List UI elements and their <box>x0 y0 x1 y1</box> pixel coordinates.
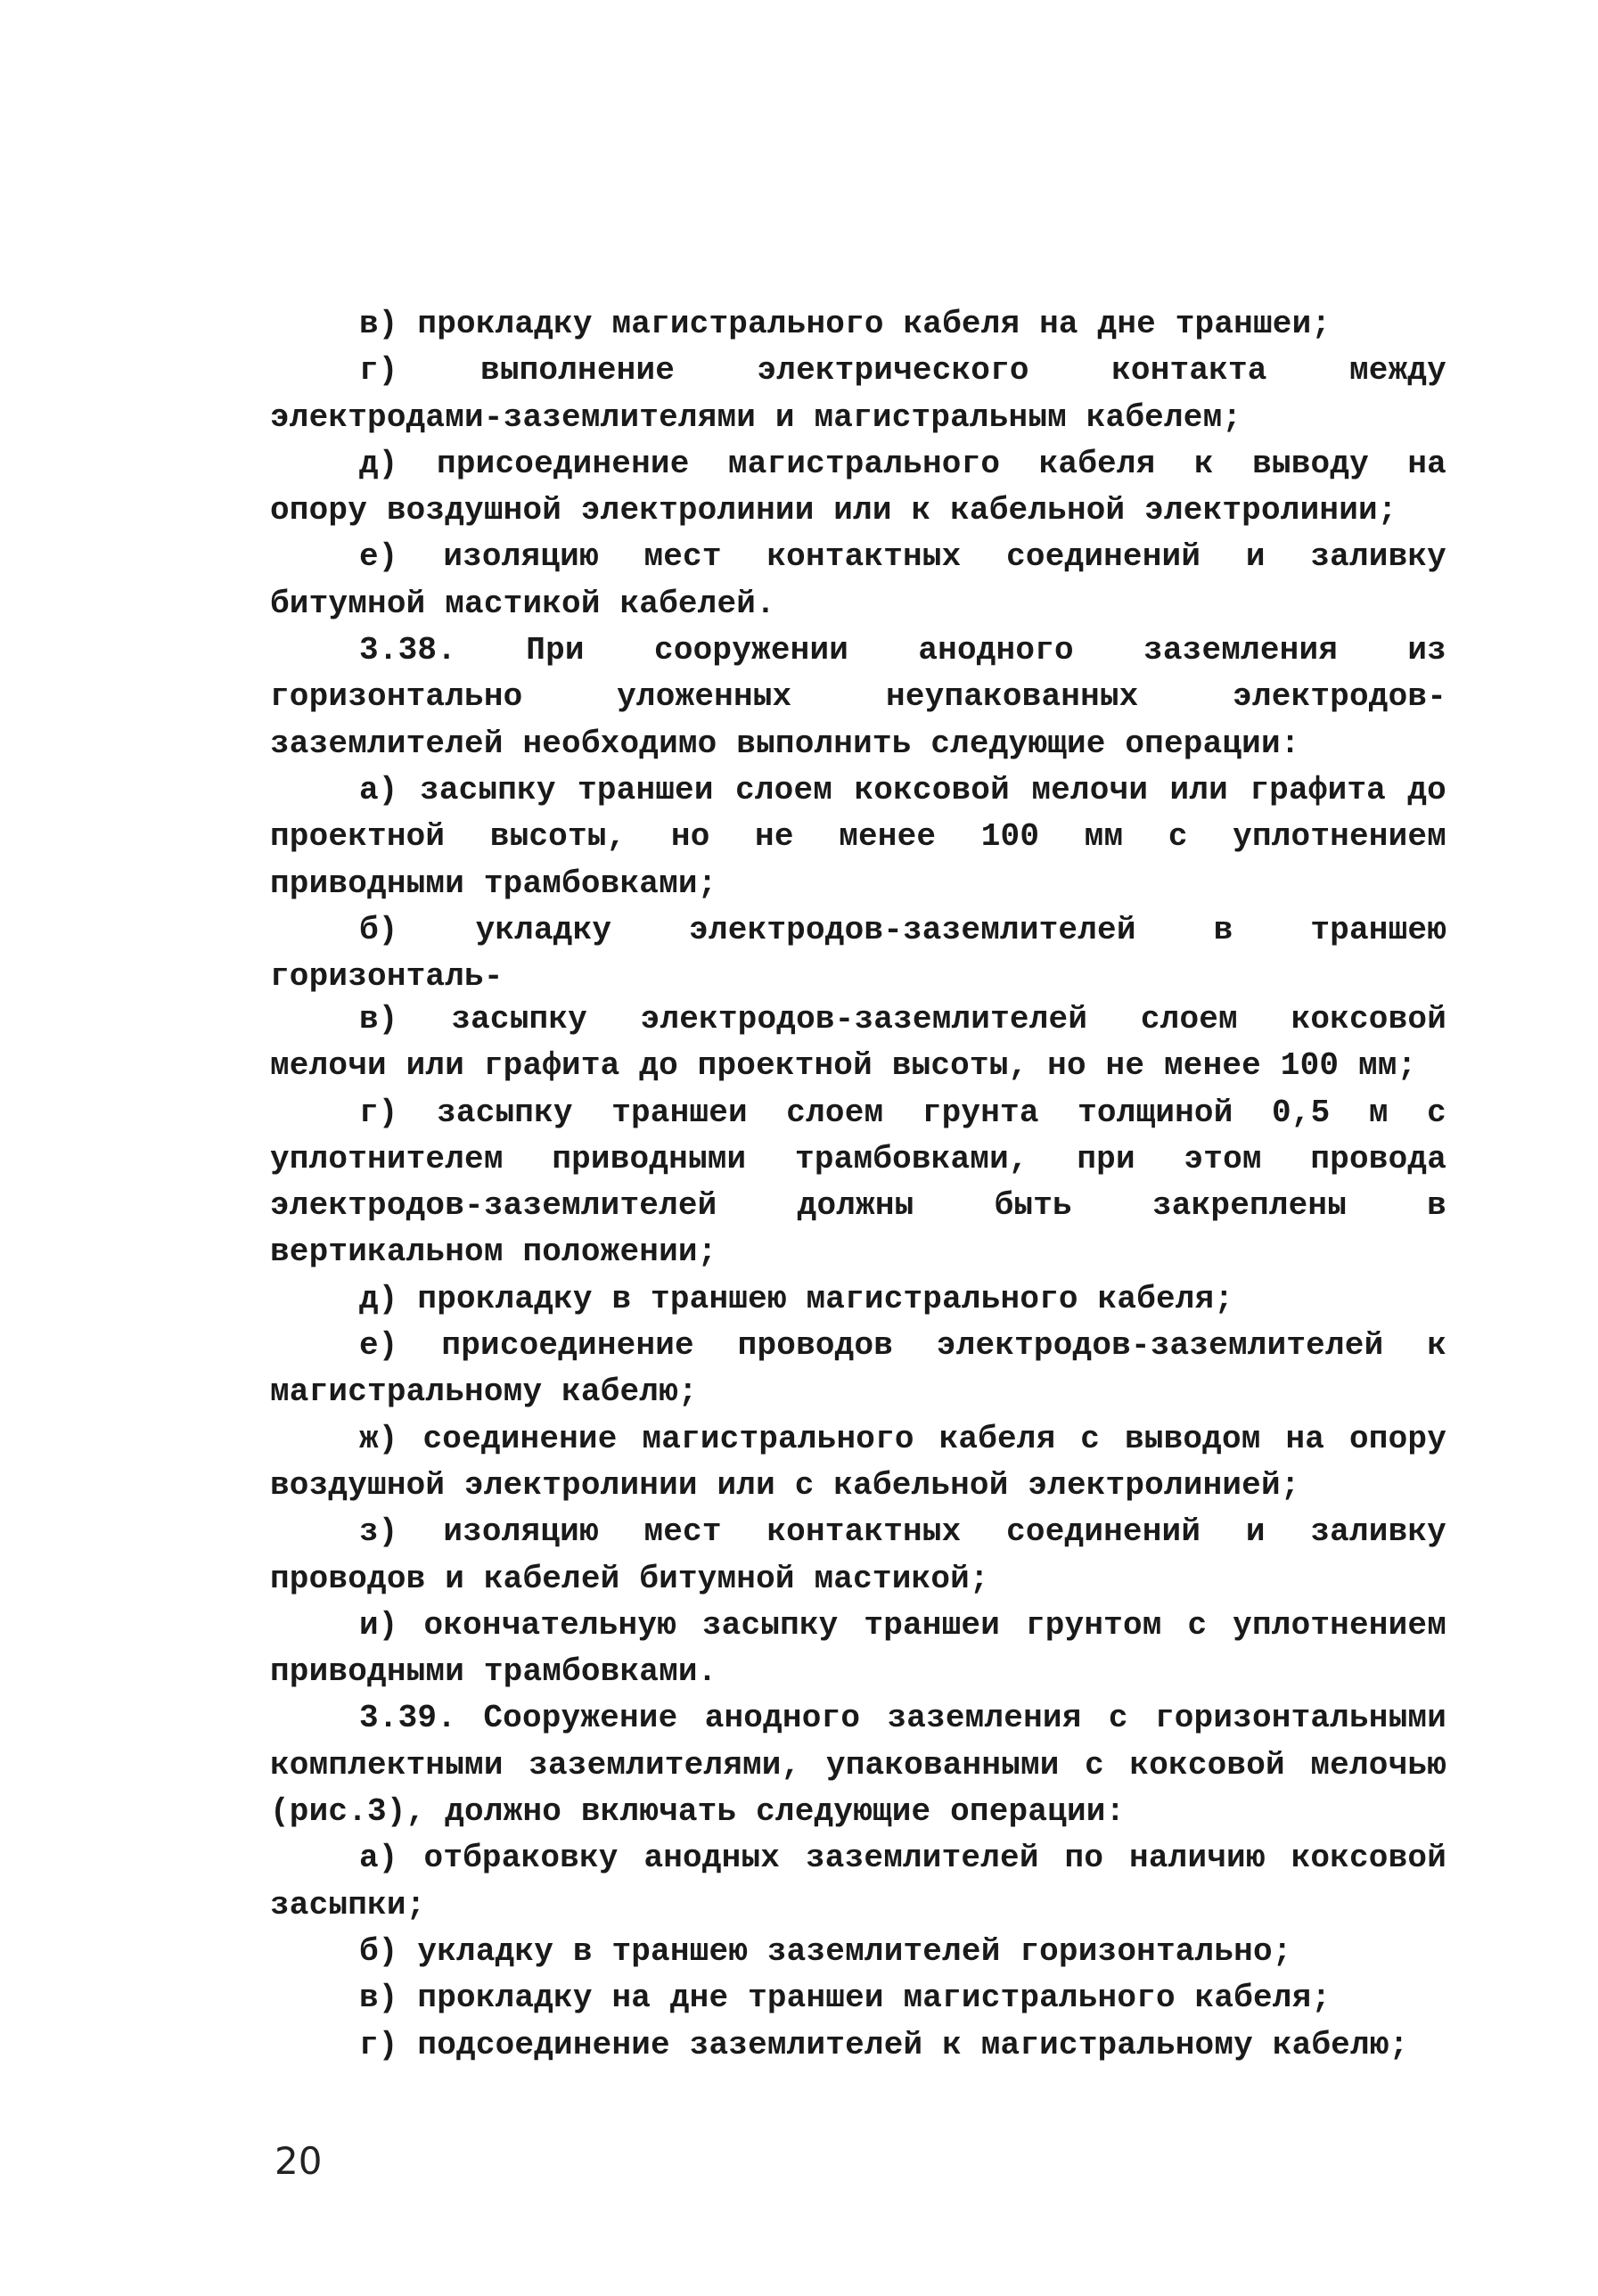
paragraph-g-soil-backfill: г) засыпку траншеи слоем грунта толщиной 0,5 м с уплотнителем приводными трамбовками, при этом провода электродов-заземлителей должны быть закреплены в вертикальном положении; <box>270 1094 1446 1271</box>
paragraph-g-electrical-contact: г) выполнение электрического контакта между электродами-заземлителями и магистральным кабелем; <box>270 352 1446 436</box>
paragraph-b-electrode-laying: б) укладку электродов-заземлителей в траншею горизонталь- <box>270 911 1446 996</box>
paragraph-a-coke-backfill: а) засыпку траншеи слоем коксовой мелочи или графита до проектной высоты, но не менее 100 мм с уплотнением приводными трамбовками; <box>270 771 1446 902</box>
paragraph-e-insulation: е) изоляцию мест контактных соединений и заливку битумной мастикой кабелей. <box>270 538 1446 622</box>
paragraph-3-38: 3.38. При сооружении анодного заземления из горизонтально уложенных неупакованных электродов-заземлителей необходимо выполнить следующие операции: <box>270 632 1446 762</box>
page-number: 20 <box>275 2139 323 2183</box>
paragraph-z-insulation: з) изоляцию мест контактных соединений и заливку проводов и кабелей битумной мастикой; <box>270 1513 1446 1597</box>
paragraph-zh-cable-output: ж) соединение магистрального кабеля с выводом на опору воздушной электролинии или с кабельной электролинией; <box>270 1420 1446 1504</box>
paragraph-i-final-backfill: и) окончательную засыпку траншеи грунтом с уплотнением приводными трамбовками. <box>270 1606 1446 1691</box>
paragraph-a-rejection: а) отбраковку анодных заземлителей по наличию коксовой засыпки; <box>270 1840 1446 1923</box>
paragraph-d-cable-in-trench: д) прокладку в траншею магистрального кабеля; <box>359 1280 1234 1317</box>
text-block-top <box>270 301 1446 1000</box>
paragraph-3-39: 3.39. Сооружение анодного заземления с горизонтальными комплектными заземлителями, упакованными с коксовой мелочью (рис.3), должно включать следующие операции: <box>270 1700 1446 1831</box>
paragraph-b-horizontal-laying: б) укладку в траншею заземлителей горизонтально; <box>359 1932 1292 1970</box>
paragraph-v-electrode-backfill: в) засыпку электродов-заземлителей слоем коксовой мелочи или графита до проектной высоты, но не менее 100 мм; <box>270 1001 1446 1085</box>
text-block-bottom <box>270 996 1446 2069</box>
paragraph-e-wire-connection: е) присоединение проводов электродов-заземлителей к магистральному кабелю; <box>270 1327 1446 1411</box>
paragraph-v-trench-cable: в) прокладку на дне траншеи магистрального кабеля; <box>359 1980 1332 2017</box>
paragraph-g-grounding-connection: г) подсоединение заземлителей к магистральному кабелю; <box>359 2026 1409 2063</box>
paragraph-v-cable-laying: в) прокладку магистрального кабеля на дне траншеи; <box>359 306 1332 342</box>
paragraph-d-cable-connection: д) присоединение магистрального кабеля к выводу на опору воздушной электролинии или к кабельной электролинии; <box>270 445 1446 529</box>
